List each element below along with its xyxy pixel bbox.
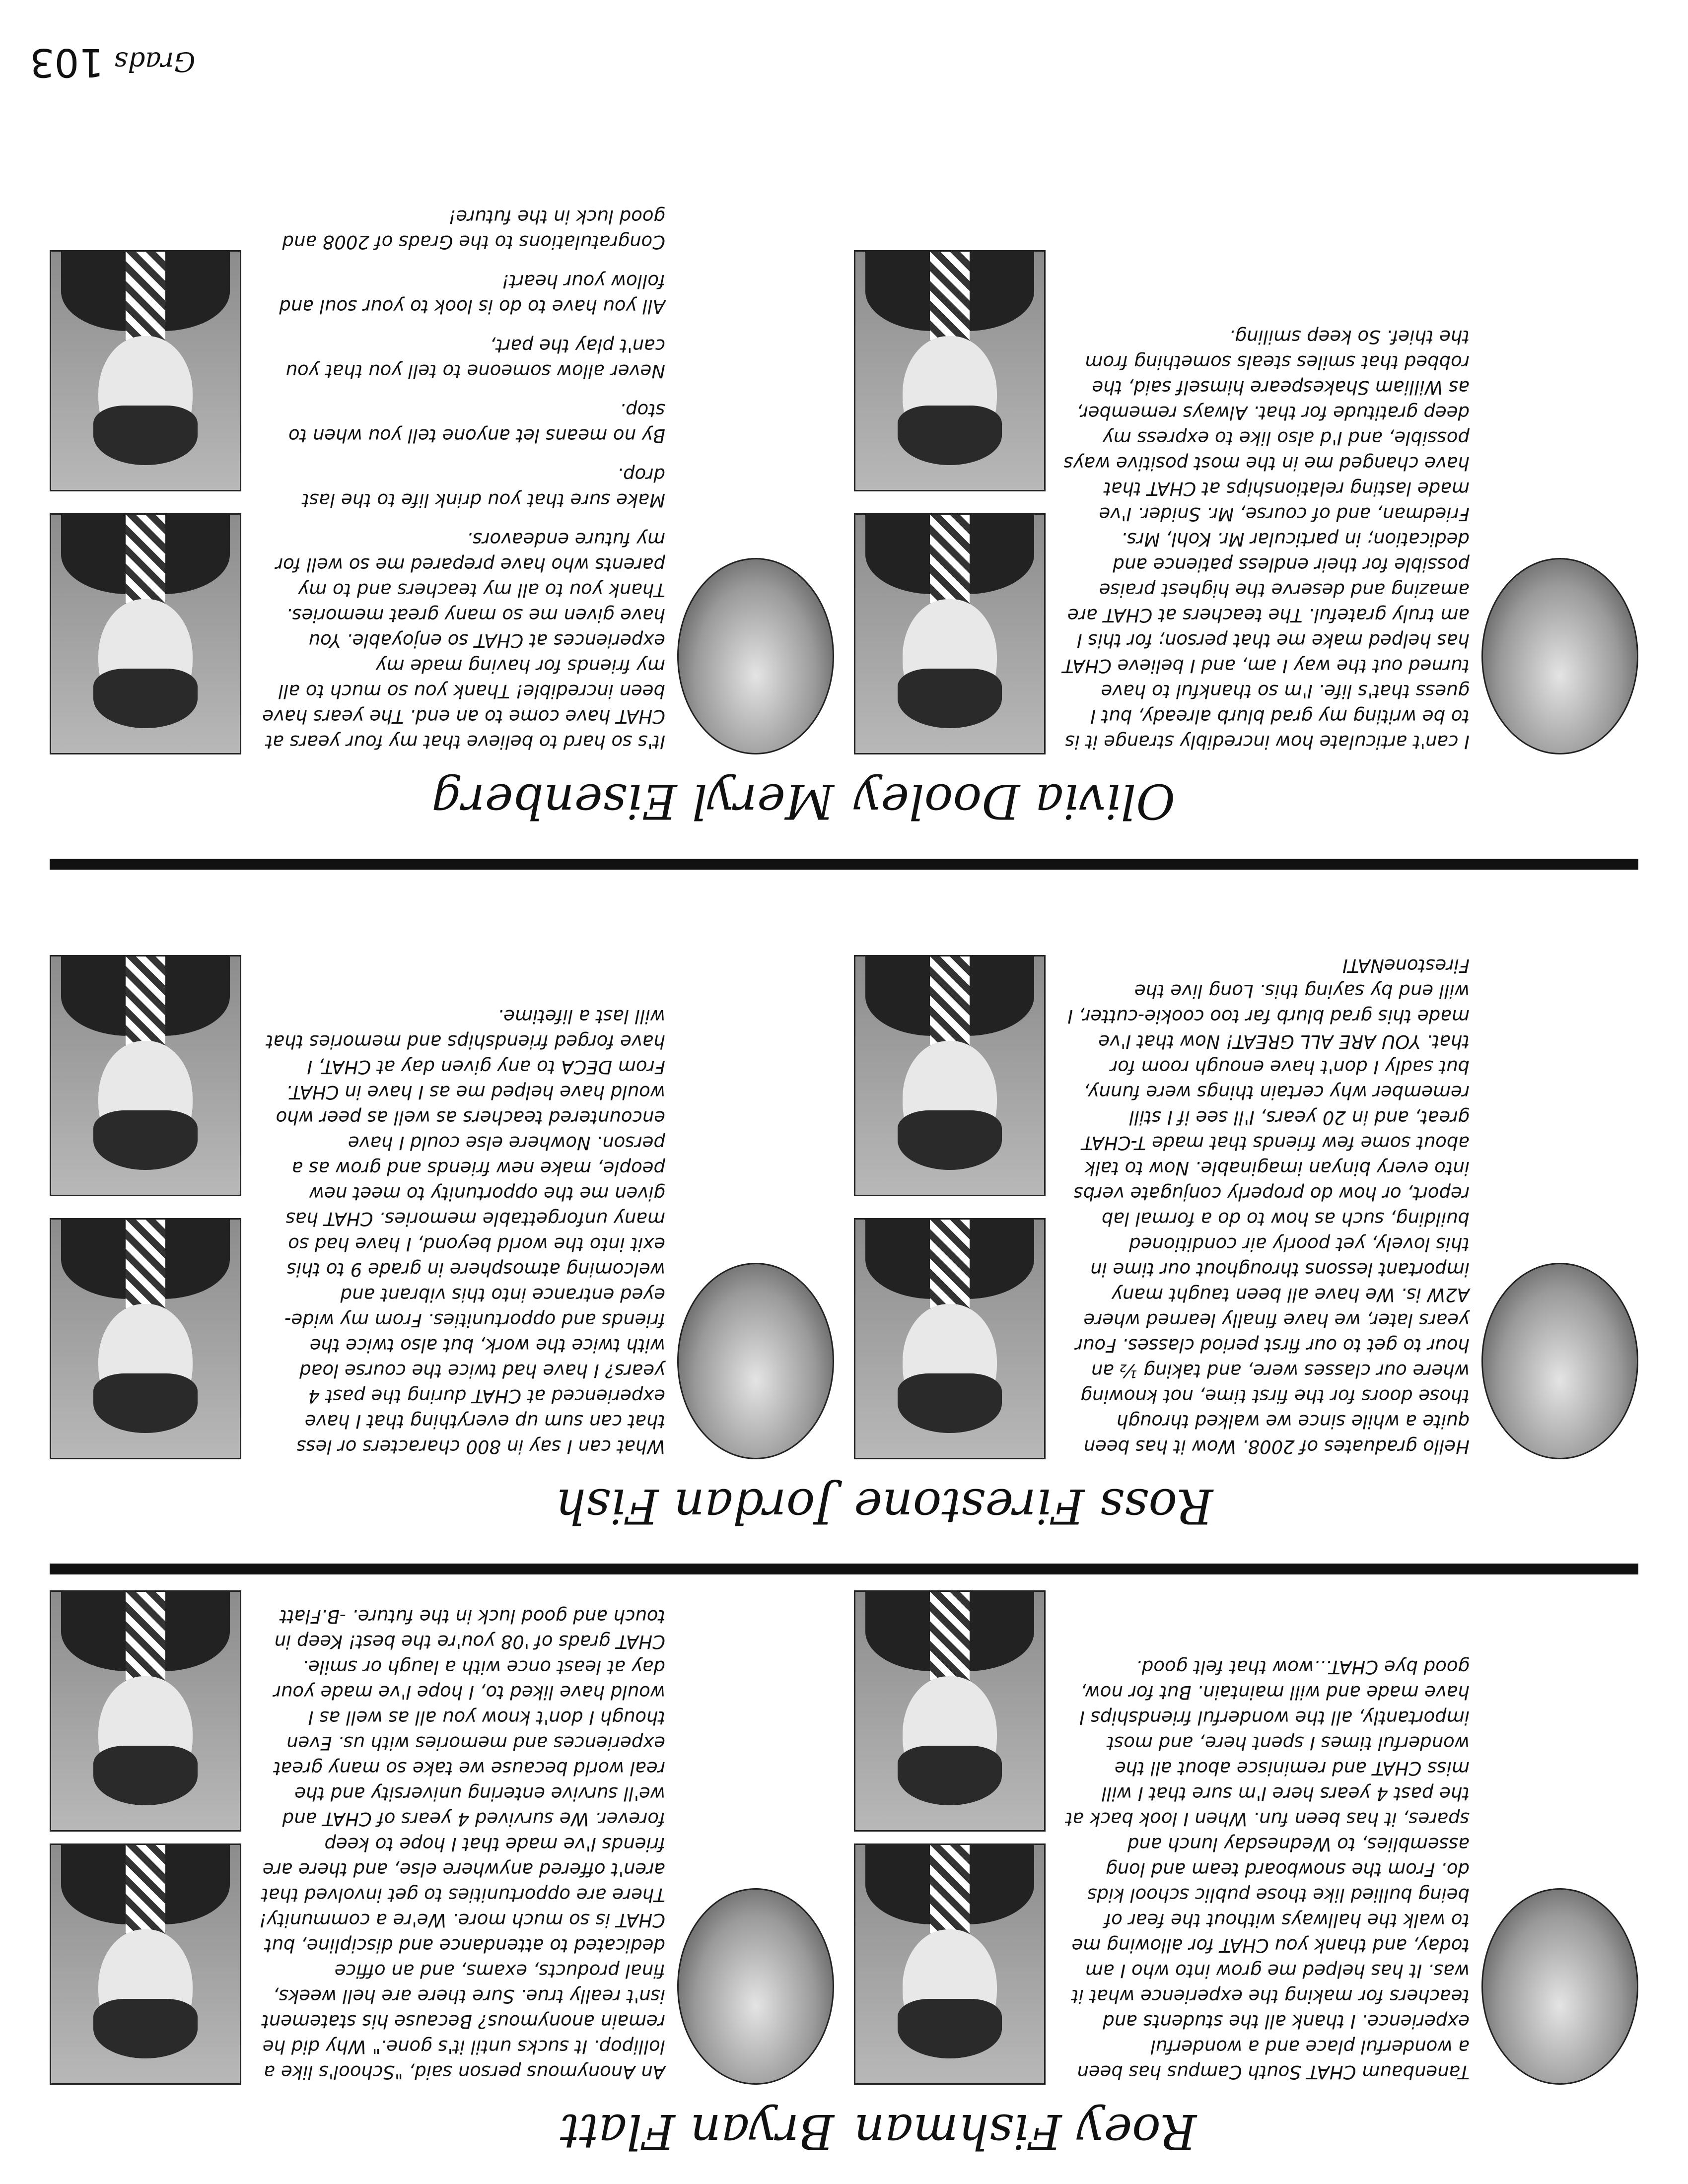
grad-blurb <box>258 990 665 1459</box>
grad-blurb <box>1062 939 1470 1459</box>
portrait-photo <box>50 1218 241 1459</box>
grad-name: Ross Firestone <box>854 1478 1213 1534</box>
portrait-photo <box>50 1590 241 1832</box>
childhood-photo <box>677 1888 834 2085</box>
portrait-photo <box>50 955 241 1196</box>
portrait-photo <box>50 1843 241 2085</box>
blurb-paragraph: Congratulations to the Grads of 2008 and good luck in the future! <box>282 206 665 253</box>
section-label: Grads <box>114 46 196 77</box>
name-bar <box>50 1469 1638 1534</box>
grad-name: Olivia Dooley <box>854 773 1176 829</box>
grad-blurb <box>258 1590 665 2085</box>
grad-name: Bryan Flatt <box>560 2104 834 2159</box>
grad-entry <box>854 1578 1638 2090</box>
childhood-photo <box>1481 1888 1638 2085</box>
blurb-paragraph: Make sure that you drink life to the last drop. <box>302 464 665 511</box>
childhood-photo <box>677 1263 834 1459</box>
blurb-paragraph: I can't articulate how incredibly strange it is to be writing my grad blurb already, but I guess that's life. I'm so thankful to have turned out the way I am, and I believe CHAT has helped make me that person; for this I am truly grateful. The teachers at CHAT are amazing and deserve the highest praise possible for their endless patience and dedication; in particular Mr. Kohl, Mrs. Friedman, and of course, Mr. Snider. I've made lasting relationships at CHAT that have changed me in the most positive ways possible, and I'd also like to express my deep gratitude for that. Always remember, as William Shakespeare himself said, the robbed that smiles steals something from the thief. So keep smiling. <box>1062 326 1470 752</box>
grad-blurb <box>1062 310 1470 754</box>
grad-blurb <box>258 190 665 754</box>
portrait-photo <box>50 250 241 491</box>
blurb-paragraph: By no means let anyone tell you when to stop. <box>288 400 665 446</box>
childhood-photo <box>1481 1263 1638 1459</box>
grad-entry <box>854 879 1638 1464</box>
blurb-paragraph: An Anonymous person said, "School's like a lollipop. It sucks until it's gone." Why did he remain anonymous? Because his statement isn't really true. Sure there are hell weeks, final products, exams, and an office dedicated to attendance and discipline, but CHAT is so much more. We're a community! There are opportunities to get involved that aren't offered anywhere else, and there are friends I've made that I hope to keep forever. We survived 4 years of CHAT and we'll survive entering university and the real world because we take so many great experiences and memories with us. Even though I don't know you all as well as I would have liked to, I hope I've made your day at least once with a laugh or smile. CHAT grads of '08 you're the best! Keep in touch and good luck in the future. -B.Flatt <box>259 1606 665 2083</box>
portrait-photo <box>854 250 1046 491</box>
blurb-paragraph: Tanenbaum CHAT South Campus has been a wonderful place and a wonderful experience. I thank all the students and teachers for making the experience what it was. It has helped me grow into who I am today, and thank you CHAT for allowing me to walk the hallways without the fear of being bullied like those public school kids do. From the snowboard team and long assemblies, to Wednesday lunch and spares, it has been fun. When I look back at the past 4 years here I'm sure that I will miss CHAT and reminisce about all the wonderful times I spent here, and most importantly, all the wonderful friendships I have made and will maintain. But for now, good bye CHAT...wow that felt good. <box>1065 1656 1470 2083</box>
grad-entry <box>50 1578 834 2090</box>
blurb-paragraph: Never allow someone to tell you that you can't play the part, <box>285 335 665 382</box>
name-bar <box>50 764 1638 829</box>
page-number: 103 <box>30 40 104 84</box>
grad-entry <box>50 879 834 1464</box>
name-bar <box>50 2095 1638 2159</box>
portrait-photo <box>854 513 1046 754</box>
grad-row-3 <box>50 79 1638 834</box>
blurb-paragraph: It's so hard to believe that my four years at CHAT have come to an end. The years have been incredible! Thank you so much to all my friends for having made my experiences at CHAT so enjoyable. You have given me so many great memories. Thank you to all my teachers and to my parents who have prepared me so well for my future endeavors. <box>262 529 665 752</box>
divider-rule <box>50 859 1638 870</box>
grad-blurb <box>1062 1640 1470 2085</box>
grad-entry <box>50 104 834 759</box>
blurb-paragraph: Hello graduates of 2008. Wow it has been quite a while since we walked through those doors for the first time, not knowing where our classes were, and taking ½ an hour to get to our first period classes. Four years later, we have finally learned where A2W is. We have all been taught many important lessons throughout our time in this lovely, yet poorly air conditioned building, such as how to do a formal lab report, or how do properly conjugate verbs into every binyan imaginable. Now to talk about some few friends that made T-CHAT great, and in 20 years, I'll see if I still remember why certain things were funny, but sadly I don't have enough room for that. YOU ARE ALL GREAT! Now that I've made this grad blurb far too cookie-cutter, I will end by saying this. Long live the FirestoneNATI <box>1067 955 1470 1457</box>
page-folio <box>30 40 348 84</box>
childhood-photo <box>677 558 834 754</box>
blurb-paragraph: All you have to do is look to your soul and follow your heart! <box>279 271 665 317</box>
portrait-photo <box>854 1218 1046 1459</box>
blurb-paragraph: What can I say in 800 characters or less that can sum up everything that I have experienced at CHAT during the past 4 years? I have had twice the course load with twice the work, but also twice the friends and opportunities. From my wide-eyed entrance into this vibrant and welcoming atmosphere in grade 9 to this exit into the world beyond, I have had so many unforgettable memories. CHAT has given me the opportunity to meet new people, make new friends and grow as a person. Nowhere else could I have encountered teachers as well as peer who would have helped me as I have in CHAT. From DECA to any given day at CHAT, I have forged friendships and memories that will last a lifetime. <box>266 1006 665 1457</box>
portrait-photo <box>50 513 241 754</box>
childhood-photo <box>1481 558 1638 754</box>
grad-name: Jordan Fish <box>555 1478 834 1534</box>
portrait-photo <box>854 1590 1046 1832</box>
divider-rule <box>50 1564 1638 1574</box>
portrait-photo <box>854 1843 1046 2085</box>
grad-name: Roey Fishman <box>854 2104 1197 2159</box>
grad-name: Meryl Eisenberg <box>431 773 834 829</box>
grad-entry <box>854 104 1638 759</box>
grad-row-1 <box>50 1564 1638 2164</box>
grad-row-2 <box>50 859 1638 1539</box>
portrait-photo <box>854 955 1046 1196</box>
